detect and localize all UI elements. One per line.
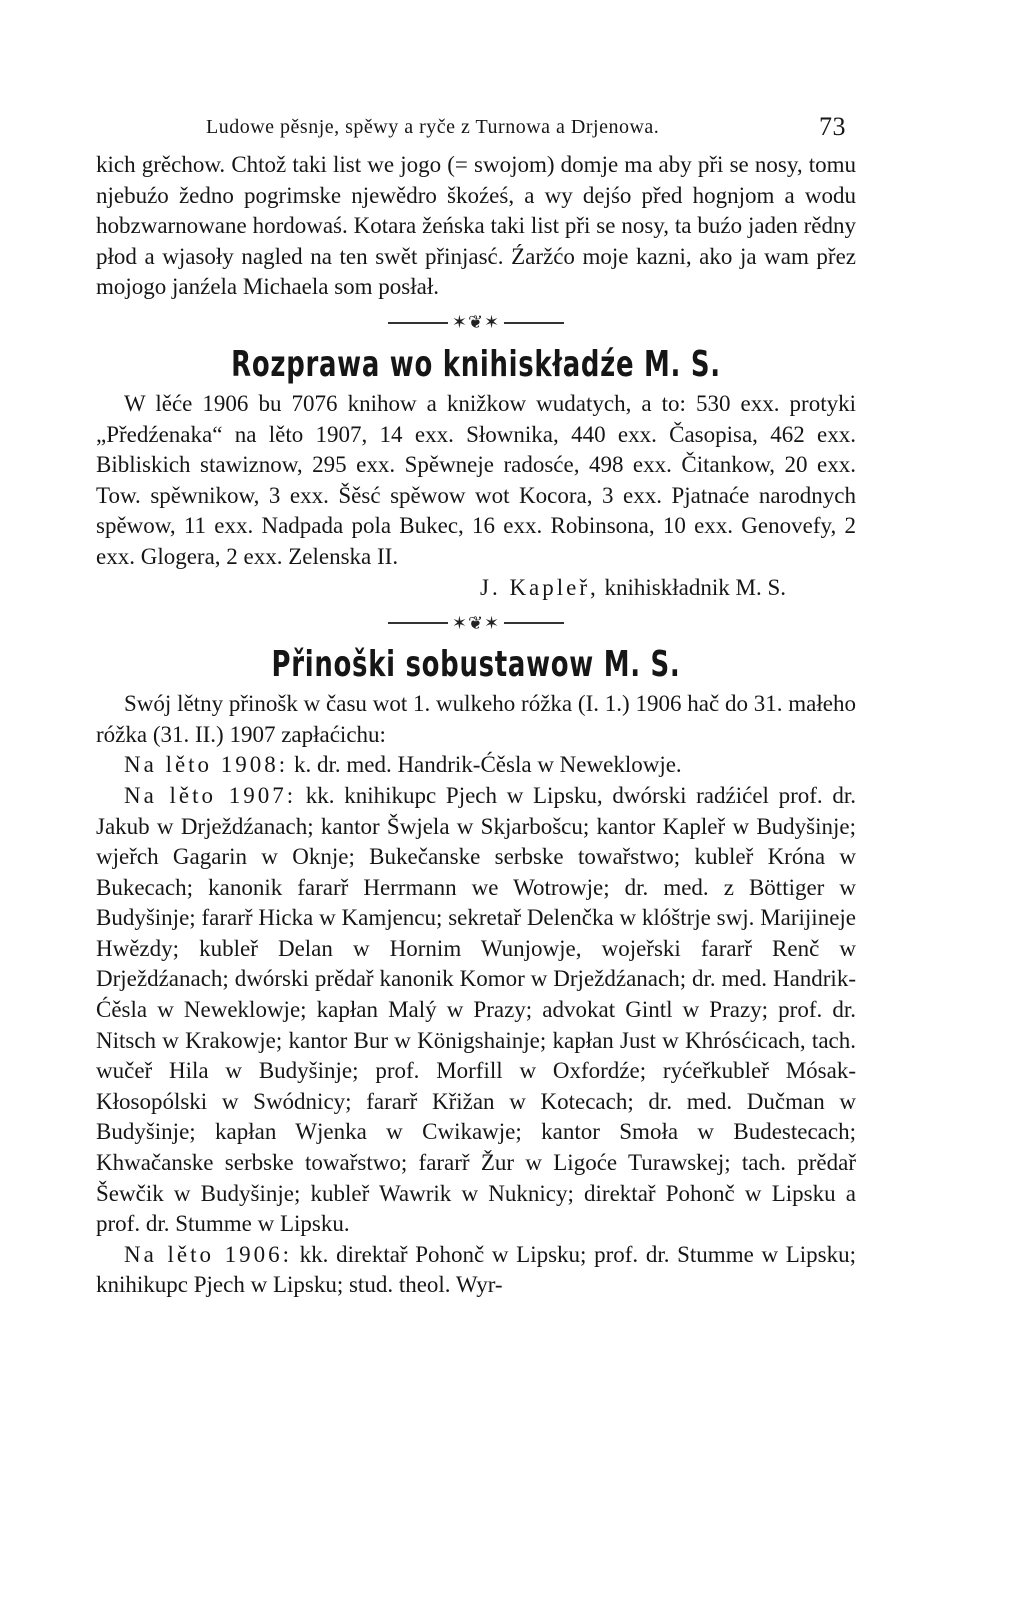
ornament-icon: ✶❦✶ — [451, 312, 501, 333]
year-label: Na lěto 1908: — [124, 752, 289, 778]
heading-book-store-report: Rozprawa wo knihiskładźe M. S. — [231, 343, 721, 385]
year-text: kk. direktař Pohonč w Lipsku; prof. dr. Stumme w Lipsku; knihikupc Pjech w Lipsku; stud. theol. Wyr- — [96, 1241, 856, 1298]
year-label: Na lěto 1906: — [124, 1241, 293, 1267]
prayer-letter-paragraph: kich grěchow. Chtož taki list we jogo (= swojom) domje ma aby při se nosy, tomu njebuźo žedno pogrimske njewědro škoźeś, a wy dejśo před hognjom a wodu hobzwarnowane hordowaś. Kotara žeńska taki list při se nosy, ta buźo jaden rědny płod a wjasoły nagled na ten swět přinjasć. Źaržćo moje kazni, ako ja wam přez mojogo janźela Michaela som posłał. — [96, 152, 856, 300]
divider-line — [504, 322, 564, 324]
running-title: Ludowe pěsnje, spěwy a ryče z Turnowa a Drjenowa. — [206, 116, 660, 138]
heading-member-dues: Přinoški sobustawow M. S. — [271, 644, 681, 686]
book-store-report-paragraph: W lěće 1906 bu 7076 knihow a knižkow wudatych, a to: 530 exx. protyki „Předźenaka“ na lěto 1907, 14 exx. Słownika, 440 exx. Časopisa, 462 exx. Bibliskich stawiznow, 295 exx. Spěwneje radosće, 498 exx. Čitankow, 20 exx. Tow. spěwnikow, 3 exx. Šěsć spěwow wot Kocora, 3 exx. Pjatnaće narodnych spěwow, 11 exx. Nadpada pola Bukec, 16 exx. Robinsona, 10 exx. Genovefy, 2 exx. Glogera, 2 exx. Zelenska II. — [96, 390, 856, 569]
dues-year-1906 — [96, 1240, 856, 1301]
year-label: Na lěto 1907: — [124, 782, 297, 808]
book-page — [96, 110, 856, 1301]
section-divider-ornament — [96, 611, 856, 633]
divider-line — [504, 622, 564, 624]
year-text: k. dr. med. Handrik-Ćěsla w Neweklowje. — [293, 752, 682, 778]
dues-year-1907 — [96, 781, 856, 1240]
divider-line — [388, 322, 448, 324]
divider-line — [388, 622, 448, 624]
year-text: kk. knihikupc Pjech w Lipsku, dwórski radźićel prof. dr. Jakub w Drježdźanach; kantor Šwjela w Skjarbošcu; kantor Kapleř w Budyšinje; wjeřch Gagarin w Oknje; Bukečanske serbske towařstwo; kubleř Króna w Bukecach; kanonik fararř Herrmann we Wotrowje; dr. med. z Böttiger w Budyšinje; fararř Hicka w Kamjencu; sekretař Delenčka w klóštrje swj. Marijineje Hwězdy; kubleř Delan w Hornim Wunjowje, wojeřski fararř Renč w Drježdźanach; dwórski prědař kanonik Komor w Drježdźanach; dr. med. Handrik-Ćěsla w Neweklowje; kapłan Malý w Prazy; advokat Gintl w Prazy; prof. dr. Nitsch w Krakowje; kantor Bur w Königshainje; kapłan Just w Khrósćicach, tach. wučeř Hila w Budyšinje; prof. Morfill w Oxfordźe; ryćeřkubleř Mósak-Kłosopólski w Swódnicy; fararř Křižan w Kotecach; dr. med. Dučman w Budyšinje; kapłan Wjenka w Cwikawje; kantor Smoła w Budestecach; Khwačanske serbske towařstwo; fararř Žur w Ligoće Turawskej; tach. prědař Šewčik w Budyšinje; kubleř Wawrik w Nuknicy; direktař Pohonč w Lipsku a prof. dr. Stumme w Lipsku. — [96, 782, 857, 1237]
signature-role: knihiskładnik M. S. — [604, 574, 786, 600]
page-number: 73 — [819, 112, 846, 141]
running-head — [96, 110, 856, 150]
signature-name: J. Kapleř, — [480, 574, 599, 600]
signature-line — [96, 573, 856, 604]
ornament-icon: ✶❦✶ — [451, 612, 501, 633]
member-dues-intro: Swój lětny přinošk w času wot 1. wulkeho róžka (I. 1.) 1906 hač do 31. małeho róžka (31. II.) 1907 zapłaćichu: — [96, 691, 856, 747]
dues-year-1908 — [96, 750, 856, 781]
section-divider-ornament — [96, 311, 856, 333]
